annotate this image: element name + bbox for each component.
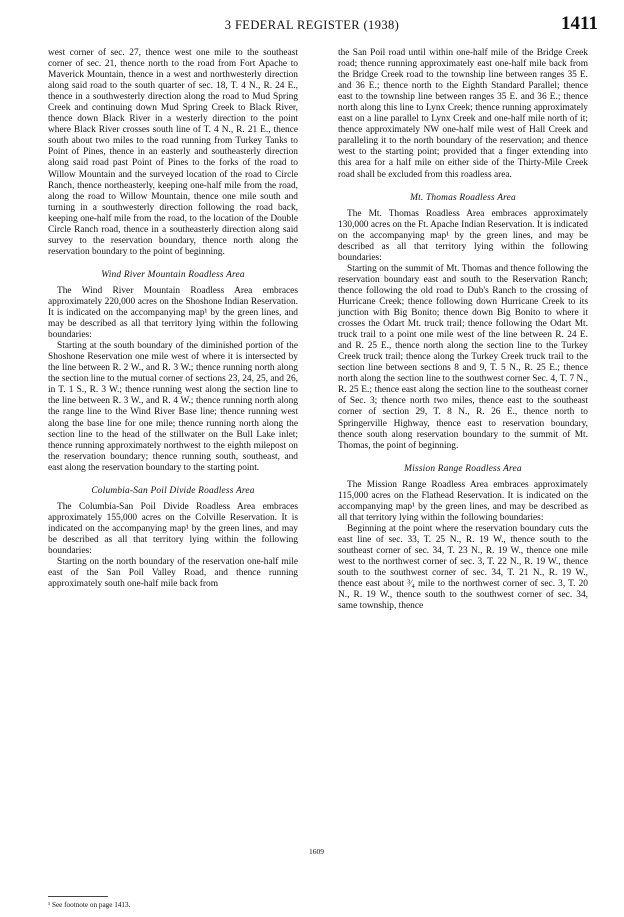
footnote: ¹ See footnote on page 1413. bbox=[48, 901, 131, 909]
paragraph: Beginning at the point where the reservation boundary cuts the east line of sec. 33, T. 25 N., R. 19 W., thence south to the southeast corner of sec. 34, T. 23 N., R. 19 W., thence one mile west to the northwest corner of sec. 3, T. 22 N., R. 19 W., thence south to the southwest corner of sec. 34, T. 21 N., R. 19 W., thence east about ³⁄₄ mile to the northwest corner of sec. 3, T. 20 N., R. 19 W., thence south to the southwest corner of sec. 34, same township, thence bbox=[338, 523, 588, 612]
paragraph: The Mt. Thomas Roadless Area embraces approximately 130,000 acres on the Ft. Apache Indian Reservation. It is indicated on the accompanying map¹ by the green lines, and may be described as all that territory lying within the following boundaries: bbox=[338, 208, 588, 263]
paragraph: The Mission Range Roadless Area embraces approximately 115,000 acres on the Flathead Reservation. It is indicated on the accompanying map¹ by the green lines, and may be described as all that territory lying within the following boundaries: bbox=[338, 479, 588, 523]
section-heading: Mt. Thomas Roadless Area bbox=[410, 192, 516, 203]
paragraph: west corner of sec. 27, thence west one mile to the southeast corner of sec. 21, thence north to the road from Fort Apache to Maverick Mountain, thence in a west and northwesterly direction along said road to the south quarter of sec. 18, T. 4 N., R. 24 E., thence in a southwesterly direction along the road to Mud Spring Creek and continuing down Mud Spring Creek to Black River, thence down Black River in a westerly direction to the point where Black River crosses south line of T. 4 N., R. 21 E., thence south about two miles to the road running from Turkey Tanks to Point of Pines, thence in an easterly and southeasterly direction along said road past Point of Pines to the forks of the road to Willow Mountain and the surveyed location of the road to Circle Ranch, thence northeasterly, keeping one-half mile from the road, along the road to Willow Mountain, thence one mile south and turning in a southwesterly direction following the road back, keeping one-half mile from the road, to the location of the Double Circle Ranch road, thence in a southeasterly direction along said survey to the reservation boundary, thence north along the reservation boundary to the point of beginning. bbox=[48, 48, 298, 257]
section-heading: Wind River Mountain Roadless Area bbox=[101, 269, 245, 280]
paragraph: Starting on the summit of Mt. Thomas and thence following the reservation boundary east and south to the Reservation Ranch; thence following the old road to Dub's Ranch to the crossing of Hurricane Creek; thence following down Hurricane Creek to its junction with Big Bonito; thence down Big Bonito to where it crosses the Odart Mt. truck trail; thence following the Odart Mt. truck trail to a point one mile west of the line between R. 24 E. and R. 25 E., thence north along the section line to the Turkey Creek truck trail; thence along the Turkey Creek truck trail to the section line between sections 8 and 9, T. 5 N., R. 25 E.; thence north along the section line to the southwest corner Sec. 4, T. 7 N., R. 25 E.; thence east along the section line to the southeast corner of Sec. 3; thence north two miles, thence east to the southeast corner of section 29, T. 8 N., R. 26 E., thence north to Springerville Highway, thence east to reservation boundary, thence south along reservation boundary to the summit of Mt. Thomas, the point of beginning. bbox=[338, 263, 588, 451]
running-head: 3 FEDERAL REGISTER (1938) bbox=[224, 18, 400, 32]
footnote-rule bbox=[48, 896, 108, 897]
marginal-page-note: 1609 bbox=[309, 847, 324, 856]
paragraph: The Columbia-San Poil Divide Roadless Area embraces approximately 155,000 acres on the Colville Reservation. It is indicated on the accompanying map¹ by the green lines, and may be described as all that territory lying within the following boundaries: bbox=[48, 501, 298, 556]
section-heading: Columbia-San Poil Divide Roadless Area bbox=[91, 485, 255, 496]
page-header bbox=[26, 10, 598, 44]
paragraph: Starting on the north boundary of the reservation one-half mile east of the San Poil Valley Road, and thence running approximately south one-half mile back from bbox=[48, 557, 298, 590]
paragraph: The Wind River Mountain Roadless Area embraces approximately 220,000 acres on the Shoshone Indian Reservation. It is indicated on the accompanying map¹ by the green lines, and may be described as all that territory lying within the following boundaries: bbox=[48, 285, 298, 341]
section-heading: Mission Range Roadless Area bbox=[404, 463, 522, 474]
page-number: 1411 bbox=[561, 13, 598, 34]
paragraph: Starting at the south boundary of the diminished portion of the Shoshone Reservation one mile west of where it is intersected by the line between R. 2 W., and R. 3 W.; thence running north along the section line to the mutual corner of sections 23, 24, 25, and 26, in T. 1 S., R. 3 W.; thence running west along the section line to the line between R. 3 W., and R. 4 W.; thence running north along the range line to the Wind River Base line; thence running west along the base line for one mile; thence running north along the section line to the head of the stillwater on the Bull Lake inlet; thence running approximately northwest to the eighth milepost on the reservation boundary; thence running south, southeast, and east along the reservation boundary to the starting point. bbox=[48, 341, 298, 473]
left-column bbox=[48, 48, 298, 590]
paragraph: the San Poil road until within one-half mile of the Bridge Creek road; thence running approximately east one-half mile back from the Bridge Creek road to the township line between ranges 35 E. and 36 E.; thence north to the Eighth Standard Parallel; thence east to the township line between ranges 35 E. and 36 E.; thence north along this line to Lynx Creek; thence running approximately east on a line parallel to Lynx Creek and one-half mile north of it; thence approximately NW one-half mile west of Hall Creek and paralleling it to the north boundary of the reservation; and thence west to the starting point; provided that a finger extending into this area for a half mile on either side of the Thirty-Mile Creek road shall be excluded from this roadless area. bbox=[338, 48, 588, 180]
right-column bbox=[338, 48, 588, 612]
